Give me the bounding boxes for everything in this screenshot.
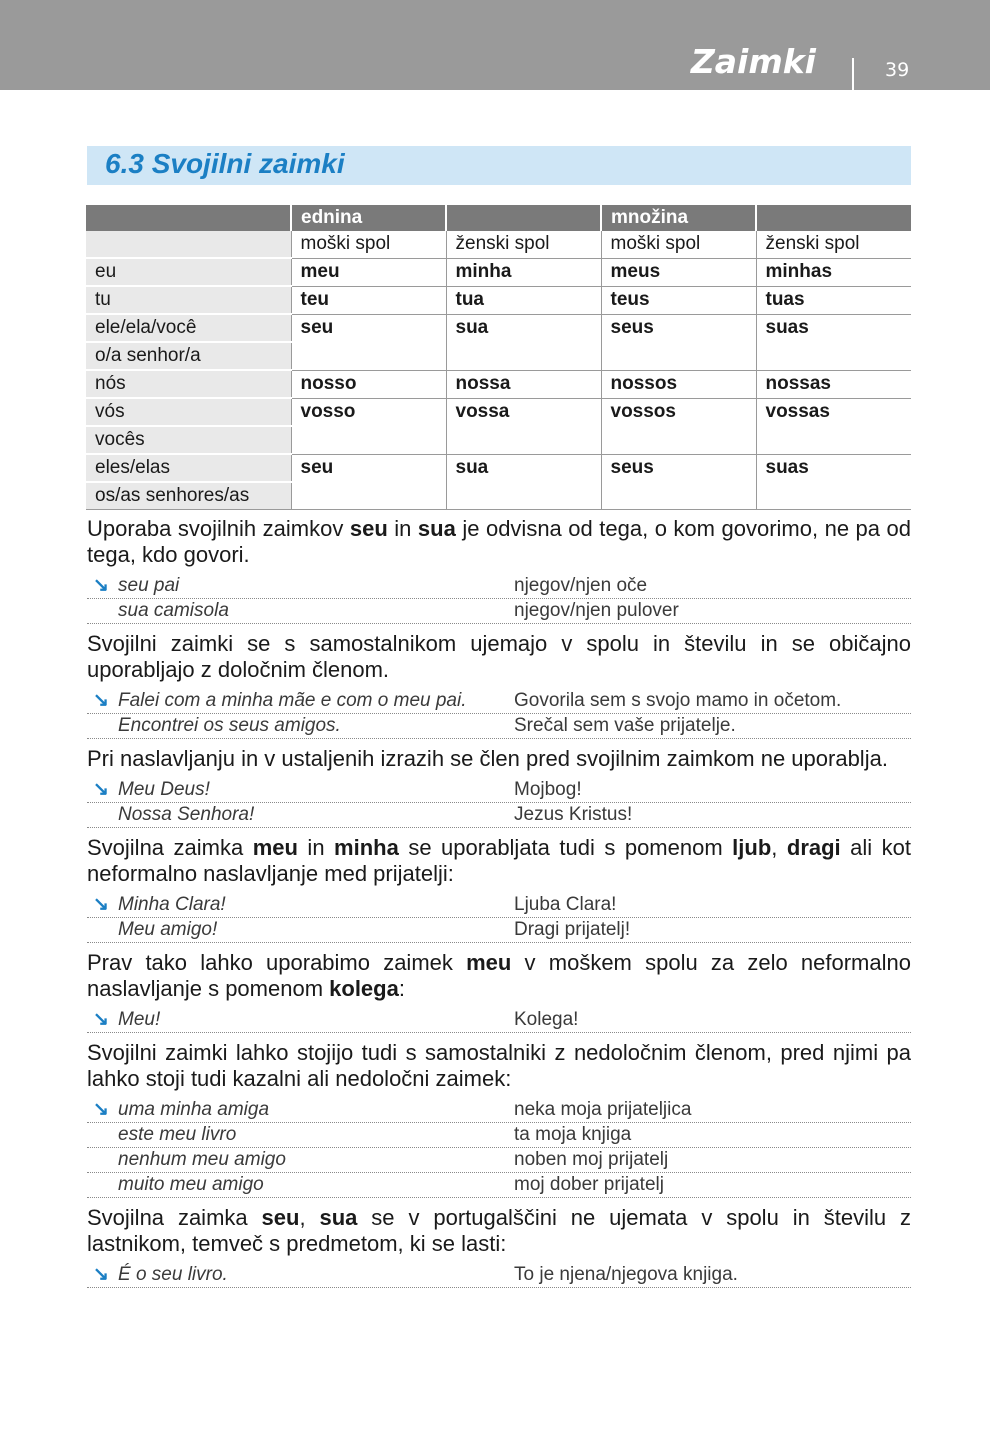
rule-text xyxy=(87,1040,911,1092)
rule-text-segment: , xyxy=(299,1205,320,1230)
example-slovene: To je njena/njegova knjiga. xyxy=(514,1264,738,1285)
pronoun-form-cell: meus xyxy=(601,258,756,286)
pronoun-form-cell: seus xyxy=(601,454,756,482)
keyword: kolega xyxy=(329,976,399,1001)
example-row xyxy=(87,574,911,599)
example-slovene: Kolega! xyxy=(514,1009,579,1030)
pronoun-form-cell: minha xyxy=(446,258,601,286)
rule-block xyxy=(87,631,911,739)
arrow-down-right-icon: ↘ xyxy=(93,690,109,711)
example-portuguese: Minha Clara! xyxy=(118,894,226,915)
pronoun-form-cell: tua xyxy=(446,286,601,314)
rule-text-segment: Uporaba svojilnih zaimkov xyxy=(87,516,350,541)
pronoun-form-cell: seu xyxy=(291,454,446,482)
pronoun-form-cell xyxy=(446,426,601,454)
examples xyxy=(87,689,911,739)
example-portuguese: este meu livro xyxy=(118,1124,237,1145)
group-header-cell: ednina xyxy=(291,205,446,231)
table-group-header-row xyxy=(86,205,911,231)
pronoun-form-cell: sua xyxy=(446,314,601,342)
rule-text xyxy=(87,1205,911,1257)
example-slovene: Govorila sem s svojo mamo in očetom. xyxy=(514,690,842,711)
person-cell: ele/ela/você xyxy=(86,314,291,342)
example-slovene: njegov/njen pulover xyxy=(514,600,679,621)
example-portuguese: É o seu livro. xyxy=(118,1264,228,1285)
sub-header-cell: moški spol xyxy=(601,231,756,258)
pronoun-form-cell: tuas xyxy=(756,286,911,314)
keyword: seu xyxy=(349,516,388,541)
person-cell: tu xyxy=(86,286,291,314)
arrow-down-right-icon: ↘ xyxy=(93,1099,109,1120)
table-row xyxy=(86,314,911,342)
page-number: 39 xyxy=(885,59,910,81)
rule-text-segment: Svojilna zaimka xyxy=(87,1205,262,1230)
arrow-down-right-icon: ↘ xyxy=(93,779,109,800)
table-row xyxy=(86,426,911,454)
sub-header-cell xyxy=(86,231,291,258)
pronoun-form-cell: nossa xyxy=(446,370,601,398)
rule-text xyxy=(87,746,911,772)
pronoun-form-cell: vossas xyxy=(756,398,911,426)
pronoun-form-cell: suas xyxy=(756,314,911,342)
example-portuguese: sua camisola xyxy=(118,600,229,621)
rule-text-segment: in xyxy=(387,516,418,541)
rule-text-segment: je odvisna od tega, o kom govorimo, ne pa od tega, kdo govori. xyxy=(87,516,912,567)
arrow-down-right-icon: ↘ xyxy=(93,575,109,596)
pronoun-form-cell xyxy=(601,482,756,510)
pronoun-form-cell: seus xyxy=(601,314,756,342)
example-row xyxy=(87,803,911,828)
pronoun-form-cell: meu xyxy=(291,258,446,286)
sub-header-cell: moški spol xyxy=(291,231,446,258)
person-cell: eu xyxy=(86,258,291,286)
table-sub-header-row xyxy=(86,231,911,258)
rule-block xyxy=(87,950,911,1033)
pronoun-form-cell: teus xyxy=(601,286,756,314)
pronoun-form-cell xyxy=(291,342,446,370)
pronoun-form-cell: nossos xyxy=(601,370,756,398)
person-cell: nós xyxy=(86,370,291,398)
example-portuguese: Encontrei os seus amigos. xyxy=(118,715,341,736)
examples xyxy=(87,574,911,624)
example-row xyxy=(87,1173,911,1198)
keyword: sua xyxy=(319,1205,358,1230)
arrow-down-right-icon: ↘ xyxy=(93,894,109,915)
header-divider xyxy=(852,58,854,90)
keyword: dragi xyxy=(786,835,841,860)
rule-text-segment: ali kot neformalno naslavljanje med prijatelji: xyxy=(87,835,911,886)
example-row xyxy=(87,1098,911,1123)
person-cell: o/a senhor/a xyxy=(86,342,291,370)
table-row xyxy=(86,258,911,286)
table-row xyxy=(86,398,911,426)
rule-block xyxy=(87,1205,911,1288)
rule-text-segment: Svojilni zaimki se s samostalnikom ujemajo v spolu in številu in se običajno uporabljajo z določnim členom. xyxy=(87,631,911,682)
table-corner-cell xyxy=(86,205,291,231)
example-slovene: moj dober prijatelj xyxy=(514,1174,664,1195)
example-row xyxy=(87,714,911,739)
example-slovene: Ljuba Clara! xyxy=(514,894,617,915)
pronoun-form-cell xyxy=(601,426,756,454)
pronoun-form-cell: suas xyxy=(756,454,911,482)
example-portuguese: seu pai xyxy=(118,575,180,596)
rule-text-segment: Svojilna zaimka xyxy=(87,835,253,860)
example-row xyxy=(87,918,911,943)
page-header xyxy=(0,0,990,90)
pronoun-form-cell xyxy=(291,426,446,454)
example-portuguese: nenhum meu amigo xyxy=(118,1149,286,1170)
pronoun-form-cell: minhas xyxy=(756,258,911,286)
example-slovene: njegov/njen oče xyxy=(514,575,648,596)
example-slovene: noben moj prijatelj xyxy=(514,1149,669,1170)
pronoun-table xyxy=(86,205,911,510)
sub-header-cell: ženski spol xyxy=(446,231,601,258)
rule-block xyxy=(87,1040,911,1198)
examples xyxy=(87,893,911,943)
group-header-cell xyxy=(446,205,601,231)
pronoun-form-cell: vossos xyxy=(601,398,756,426)
person-cell: vocês xyxy=(86,426,291,454)
pronoun-form-cell: vossa xyxy=(446,398,601,426)
example-portuguese: Meu Deus! xyxy=(118,779,210,800)
example-row xyxy=(87,1263,911,1288)
keyword: minha xyxy=(334,835,399,860)
keyword: seu xyxy=(261,1205,300,1230)
person-cell: vós xyxy=(86,398,291,426)
example-slovene: Mojbog! xyxy=(514,779,582,800)
group-header-cell xyxy=(756,205,911,231)
keyword: meu xyxy=(466,950,512,975)
chapter-title: Zaimki xyxy=(690,42,816,81)
table-row xyxy=(86,286,911,314)
arrow-down-right-icon: ↘ xyxy=(93,1264,109,1285)
examples xyxy=(87,778,911,828)
rule-block xyxy=(87,516,911,624)
pronoun-form-cell xyxy=(756,482,911,510)
pronoun-form-cell: seu xyxy=(291,314,446,342)
pronoun-form-cell: teu xyxy=(291,286,446,314)
pronoun-form-cell xyxy=(601,342,756,370)
example-row xyxy=(87,599,911,624)
keyword: meu xyxy=(252,835,298,860)
section-title: 6.3 Svojilni zaimki xyxy=(105,148,345,179)
pronoun-form-cell: sua xyxy=(446,454,601,482)
rules-list xyxy=(87,516,911,1295)
rule-block xyxy=(87,746,911,828)
keyword: ljub xyxy=(732,835,772,860)
example-slovene: ta moja knjiga xyxy=(514,1124,632,1145)
rule-text-segment: se uporabljata tudi s pomenom xyxy=(398,835,733,860)
pronoun-form-cell: nossas xyxy=(756,370,911,398)
person-cell: eles/elas xyxy=(86,454,291,482)
example-portuguese: Meu amigo! xyxy=(118,919,218,940)
pronoun-form-cell xyxy=(446,482,601,510)
example-row xyxy=(87,1148,911,1173)
table-row xyxy=(86,454,911,482)
example-slovene: Jezus Kristus! xyxy=(514,804,633,825)
table-row xyxy=(86,370,911,398)
table-row xyxy=(86,482,911,510)
example-slovene: neka moja prijateljica xyxy=(514,1099,692,1120)
pronoun-form-cell: nosso xyxy=(291,370,446,398)
keyword: sua xyxy=(417,516,456,541)
rule-text-segment: v moškem spolu za zelo neformalno naslavljanje s pomenom xyxy=(87,950,911,1001)
rule-text xyxy=(87,950,911,1002)
example-row xyxy=(87,1008,911,1033)
sub-header-cell: ženski spol xyxy=(756,231,911,258)
example-row xyxy=(87,1123,911,1148)
example-row xyxy=(87,689,911,714)
arrow-down-right-icon: ↘ xyxy=(93,1009,109,1030)
rule-text xyxy=(87,516,911,568)
example-portuguese: muito meu amigo xyxy=(118,1174,264,1195)
rule-text-segment: Svojilni zaimki lahko stojijo tudi s samostalniki z nedoločnim členom, pred njimi pa lahko stoji tudi kazalni ali nedoločni zaimek: xyxy=(87,1040,911,1091)
rule-text-segment: in xyxy=(297,835,335,860)
rule-text-segment: Prav tako lahko uporabimo zaimek xyxy=(87,950,467,975)
example-row xyxy=(87,778,911,803)
example-slovene: Srečal sem vaše prijatelje. xyxy=(514,715,736,736)
rule-text xyxy=(87,835,911,887)
group-header-cell: množina xyxy=(601,205,756,231)
example-slovene: Dragi prijatelj! xyxy=(514,919,631,940)
rule-text-segment: : xyxy=(398,976,405,1001)
rule-text-segment: Pri naslavljanju in v ustaljenih izrazih se člen pred svojilnim zaimkom ne uporablja. xyxy=(87,746,888,771)
rule-text-segment: , xyxy=(771,835,787,860)
pronoun-form-cell xyxy=(446,342,601,370)
example-portuguese: Nossa Senhora! xyxy=(118,804,255,825)
example-row xyxy=(87,893,911,918)
section-heading xyxy=(87,146,911,185)
example-portuguese: Meu! xyxy=(118,1009,161,1030)
examples xyxy=(87,1008,911,1033)
rule-block xyxy=(87,835,911,943)
pronoun-form-cell: vosso xyxy=(291,398,446,426)
rule-text xyxy=(87,631,911,683)
pronoun-form-cell xyxy=(756,426,911,454)
pronoun-form-cell xyxy=(756,342,911,370)
pronoun-form-cell xyxy=(291,482,446,510)
rule-text-segment: se v portugalščini ne ujemata v spolu in številu z lastnikom, temveč s predmetom, ki se lasti: xyxy=(87,1205,912,1256)
example-portuguese: Falei com a minha mãe e com o meu pai. xyxy=(118,690,467,711)
example-portuguese: uma minha amiga xyxy=(118,1099,270,1120)
examples xyxy=(87,1098,911,1198)
table-row xyxy=(86,342,911,370)
examples xyxy=(87,1263,911,1288)
person-cell: os/as senhores/as xyxy=(86,482,291,510)
